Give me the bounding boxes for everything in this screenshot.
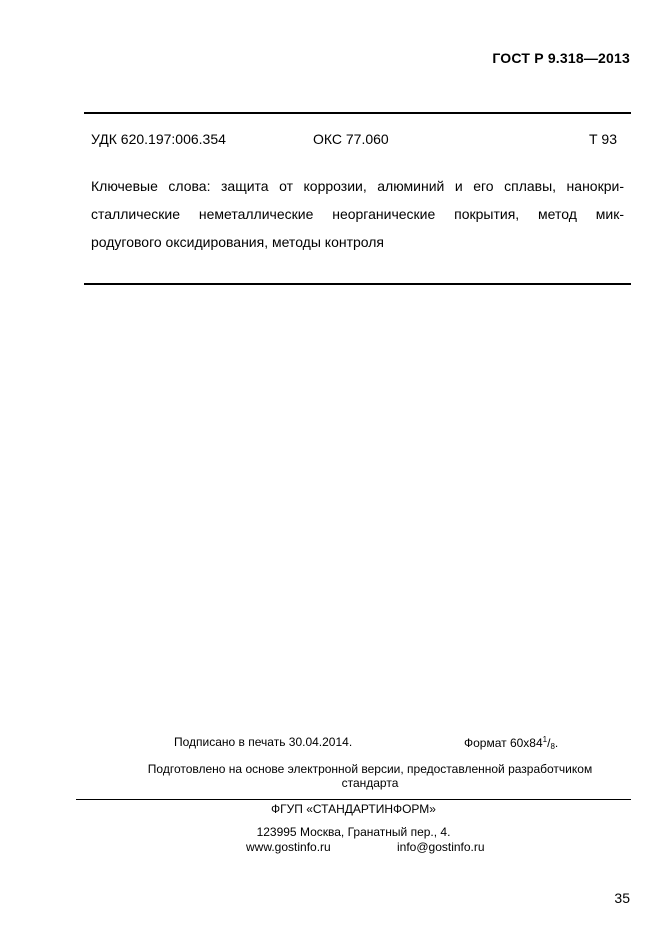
prepared-line-2: стандарта bbox=[341, 776, 399, 790]
udk-code: УДК 620.197:006.354 bbox=[91, 131, 226, 147]
website-link[interactable]: www.gostinfo.ru bbox=[246, 840, 331, 854]
group-code: Т 93 bbox=[588, 131, 617, 147]
paper-format: Формат $60x84^1/_8$. bbox=[464, 735, 559, 751]
page-number: 35 bbox=[614, 890, 630, 906]
email-link[interactable]: info@gostinfo.ru bbox=[397, 840, 485, 854]
format-numerator: 1 bbox=[542, 735, 548, 744]
keywords-paragraph bbox=[91, 172, 624, 256]
format-label: Формат 60x84 bbox=[464, 736, 543, 750]
publisher-name: ФГУП «СТАНДАРТИНФОРМ» bbox=[271, 802, 436, 816]
oks-code: ОКС 77.060 bbox=[313, 131, 389, 147]
middle-divider bbox=[84, 283, 631, 285]
publisher-address: 123995 Москва, Гранатный пер., 4. bbox=[256, 825, 451, 839]
keywords-line-2: сталлические неметаллические неорганические покрытия, метод мик- bbox=[91, 206, 624, 222]
prepared-note bbox=[100, 762, 640, 790]
format-end: . bbox=[554, 736, 559, 750]
top-divider bbox=[84, 112, 631, 114]
standard-number: ГОСТ Р 9.318—2013 bbox=[492, 50, 630, 66]
keywords-line-3: родугового оксидирования, методы контроля bbox=[91, 234, 385, 250]
prepared-line-1: Подготовлено на основе электронной версии, предоставленной разработчиком bbox=[147, 762, 593, 776]
format-denominator: 8 bbox=[550, 742, 555, 751]
footer-divider bbox=[76, 799, 631, 800]
keywords-line-1: Ключевые слова: защита от коррозии, алюминий и его сплавы, нанокри- bbox=[91, 178, 624, 194]
signed-date: Подписано в печать 30.04.2014. bbox=[174, 735, 353, 749]
